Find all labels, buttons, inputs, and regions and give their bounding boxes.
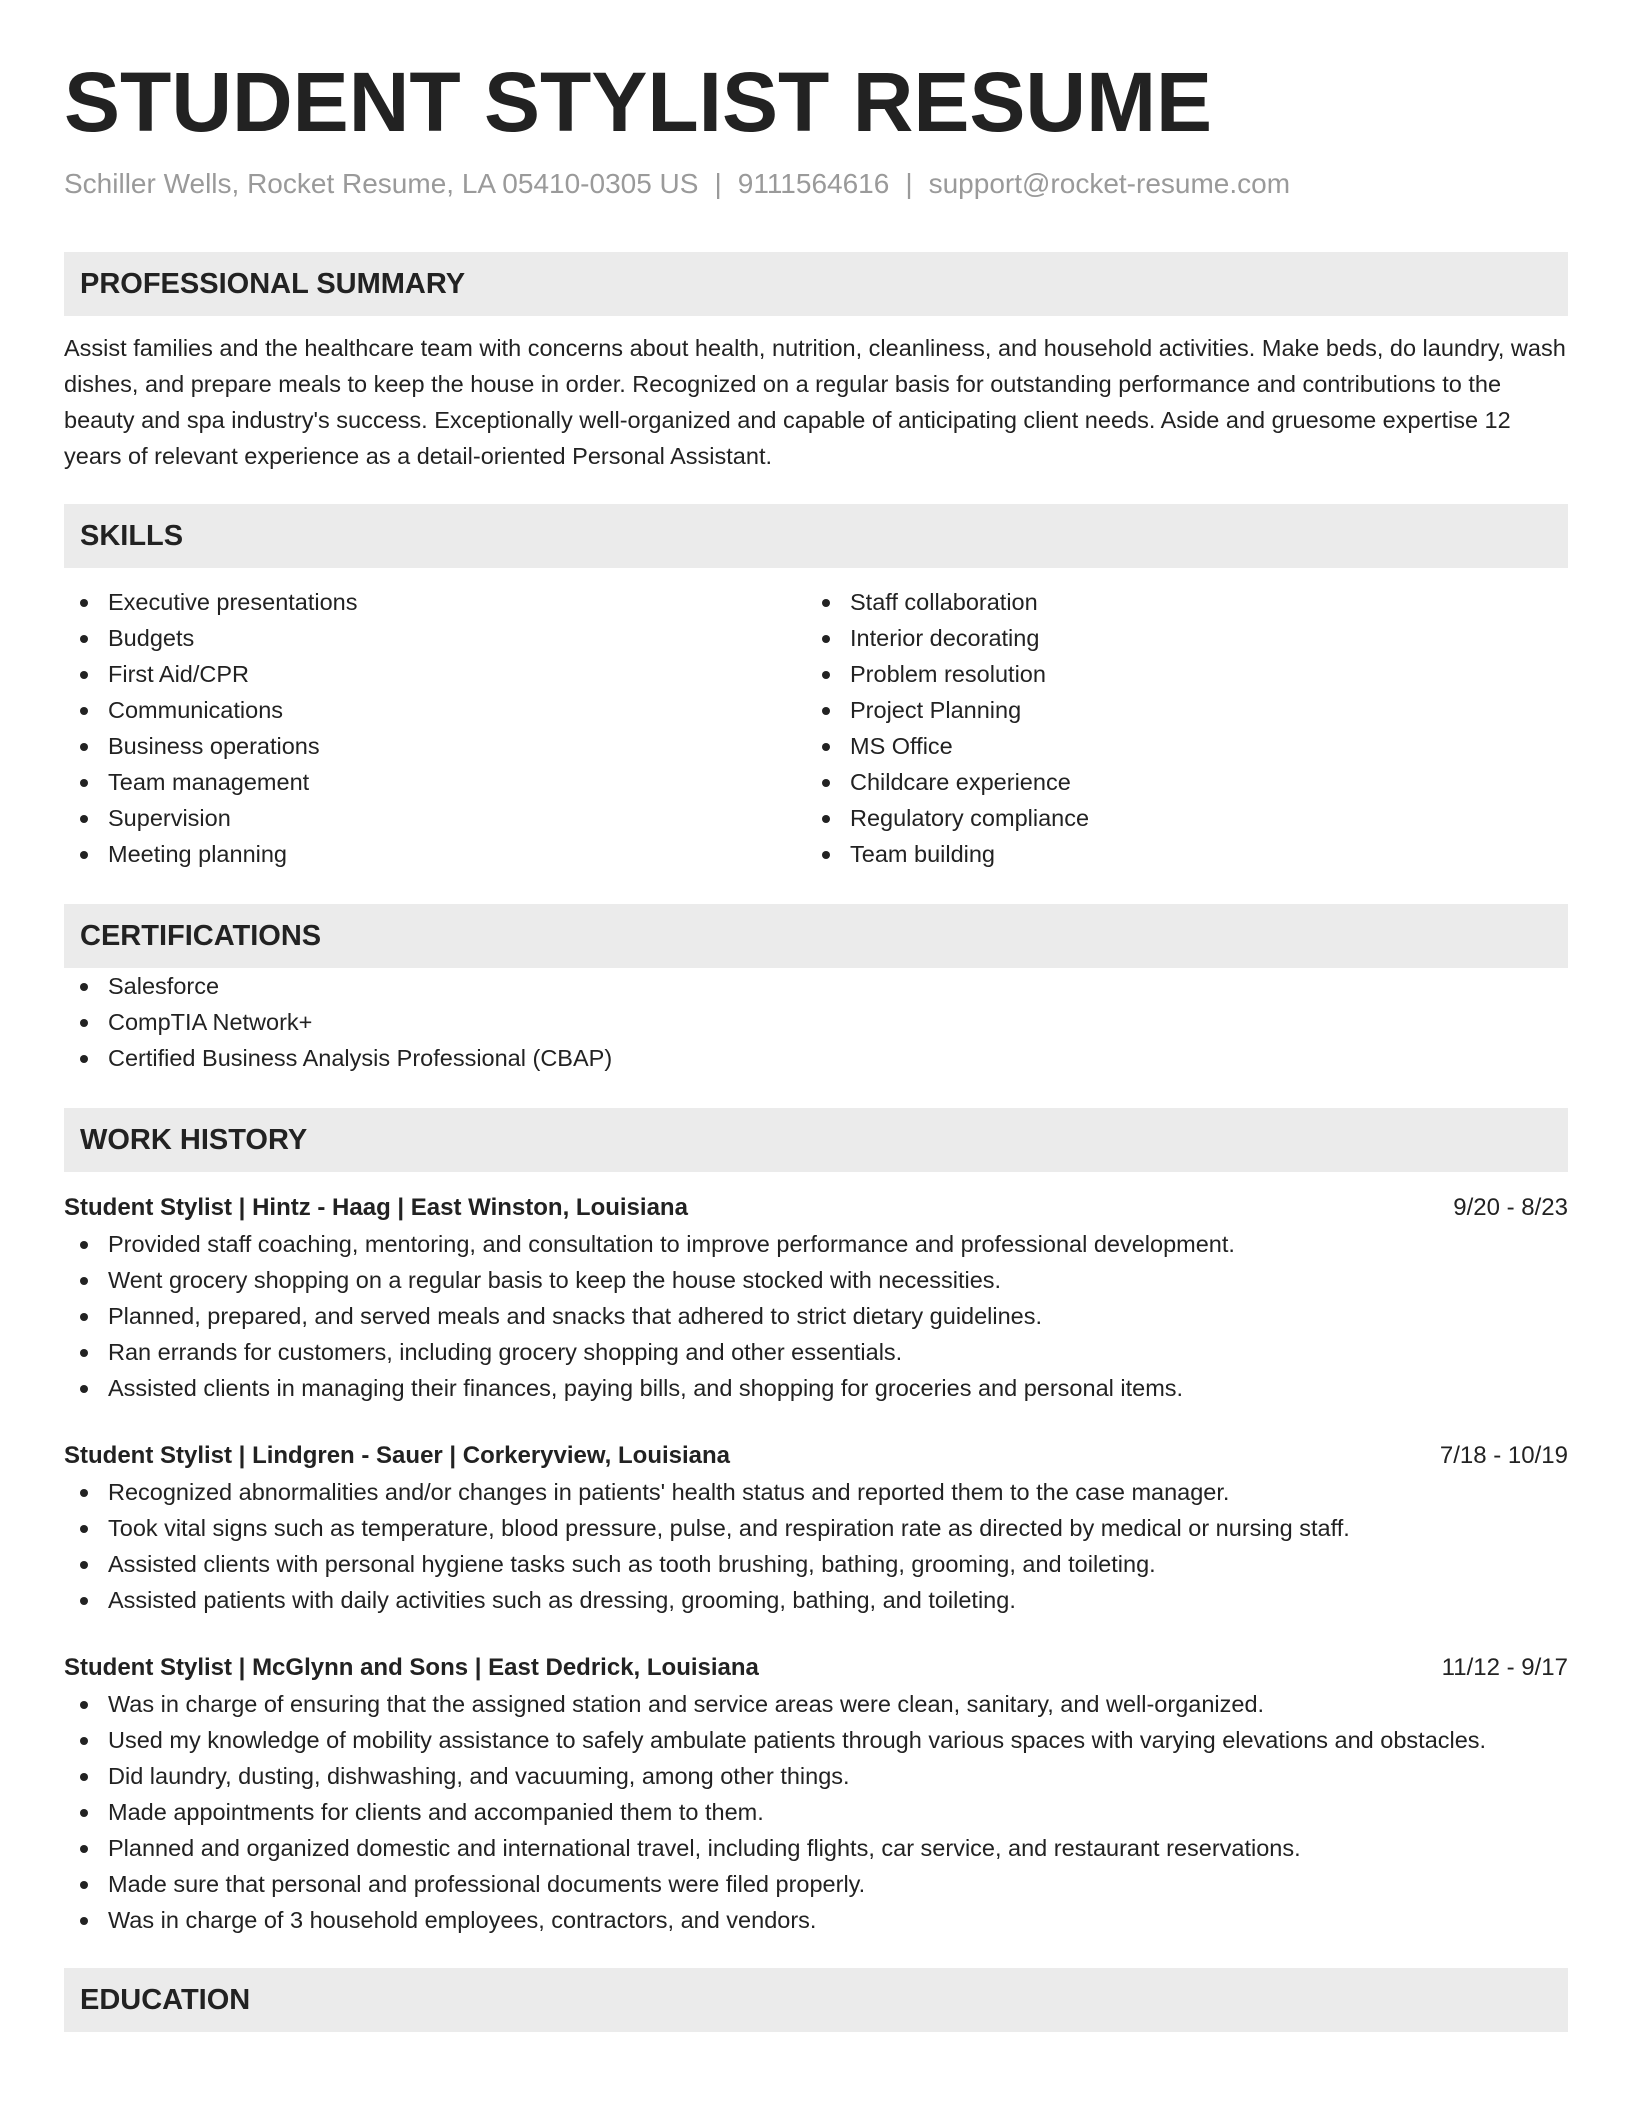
skill-item: Project Planning [806,692,1548,728]
skills-column-left [64,584,806,872]
job-title: Student Stylist | McGlynn and Sons | East Dedrick, Louisiana [64,1654,759,1681]
certification-item: Certified Business Analysis Professional (CBAP) [64,1040,1568,1076]
job-duty: Ran errands for customers, including grocery shopping and other essentials. [64,1334,1568,1370]
job-duty: Was in charge of 3 household employees, contractors, and vendors. [64,1902,1568,1938]
certification-item: Salesforce [64,968,1568,1004]
job-duty: Planned and organized domestic and international travel, including flights, car service, and restaurant reservations. [64,1830,1568,1866]
job-duty: Took vital signs such as temperature, blood pressure, pulse, and respiration rate as directed by medical or nursing staff. [64,1510,1568,1546]
job-duty: Made sure that personal and professional documents were filed properly. [64,1866,1568,1902]
job-duty: Planned, prepared, and served meals and snacks that adhered to strict dietary guidelines. [64,1298,1568,1334]
job-dates: 9/20 - 8/23 [1453,1194,1568,1221]
skill-item: Communications [64,692,806,728]
job-duty: Assisted clients with personal hygiene tasks such as tooth brushing, bathing, grooming, and toileting. [64,1546,1568,1582]
job-dates: 7/18 - 10/19 [1439,1442,1568,1469]
contact-separator: | [905,168,913,199]
job-duty: Was in charge of ensuring that the assigned station and service areas were clean, sanitary, and well-organized. [64,1686,1568,1722]
skill-item: Childcare experience [806,764,1548,800]
job-duty: Went grocery shopping on a regular basis to keep the house stocked with necessities. [64,1262,1568,1298]
job-entry [64,1438,1568,1618]
contact-phone: 9111564616 [737,168,890,199]
skill-item: Meeting planning [64,836,806,872]
summary-text: Assist families and the healthcare team with concerns about health, nutrition, cleanliness, and household activities. Make beds, do laundry, wash dishes, and prepare meals to keep the house in order. Recognized on a regular basis for outstanding performance and contributions to the beauty and spa industry's success. Exceptionally well-organized and capable of anticipating client needs. Aside and gruesome expertise 12 years of relevant experience as a detail-oriented Personal Assistant. [64,335,1566,469]
skill-item: Staff collaboration [806,584,1548,620]
contact-address: Schiller Wells, Rocket Resume, LA 05410-0305 US [64,168,699,199]
skills-column-right [806,584,1548,872]
certification-item: CompTIA Network+ [64,1004,1568,1040]
job-duty: Provided staff coaching, mentoring, and consultation to improve performance and professional development. [64,1226,1568,1262]
job-duties-list [64,1474,1568,1618]
skill-item: Interior decorating [806,620,1548,656]
skill-item: Supervision [64,800,806,836]
contact-separator: | [714,168,722,199]
job-duties-list [64,1226,1568,1406]
job-duty: Assisted patients with daily activities such as dressing, grooming, bathing, and toileting. [64,1582,1568,1618]
skill-item: First Aid/CPR [64,656,806,692]
skill-item: Problem resolution [806,656,1548,692]
contact-line [64,166,1568,202]
contact-email: support@rocket-resume.com [928,168,1291,199]
section-header-education: EDUCATION [64,1968,1568,2032]
skill-item: Business operations [64,728,806,764]
skill-item: Regulatory compliance [806,800,1548,836]
job-duty: Assisted clients in managing their finances, paying bills, and shopping for groceries and personal items. [64,1370,1568,1406]
job-duty: Used my knowledge of mobility assistance to safely ambulate patients through various spaces with varying elevations and obstacles. [64,1722,1568,1758]
skills-list [64,584,1568,872]
skill-item: Team building [806,836,1548,872]
section-header-work-history: WORK HISTORY [64,1108,1568,1172]
skill-item: MS Office [806,728,1548,764]
job-duties-list [64,1686,1568,1938]
job-duty: Recognized abnormalities and/or changes in patients' health status and reported them to the case manager. [64,1474,1568,1510]
section-header-certifications: CERTIFICATIONS [64,904,1568,968]
job-dates: 11/12 - 9/17 [1441,1654,1568,1681]
section-header-summary: PROFESSIONAL SUMMARY [64,252,1568,316]
page-title: STUDENT STYLIST RESUME [64,55,1213,149]
job-header [64,1438,1568,1474]
job-title: Student Stylist | Hintz - Haag | East Winston, Louisiana [64,1194,688,1221]
job-title: Student Stylist | Lindgren - Sauer | Corkeryview, Louisiana [64,1442,731,1469]
certifications-list [64,968,1568,1076]
skill-item: Executive presentations [64,584,806,620]
job-entry [64,1190,1568,1406]
section-header-skills: SKILLS [64,504,1568,568]
resume-page [64,0,1568,2032]
skill-item: Team management [64,764,806,800]
skill-item: Budgets [64,620,806,656]
job-entry [64,1650,1568,1938]
job-header [64,1650,1568,1686]
job-duty: Did laundry, dusting, dishwashing, and vacuuming, among other things. [64,1758,1568,1794]
job-header [64,1190,1568,1226]
job-duty: Made appointments for clients and accompanied them to them. [64,1794,1568,1830]
